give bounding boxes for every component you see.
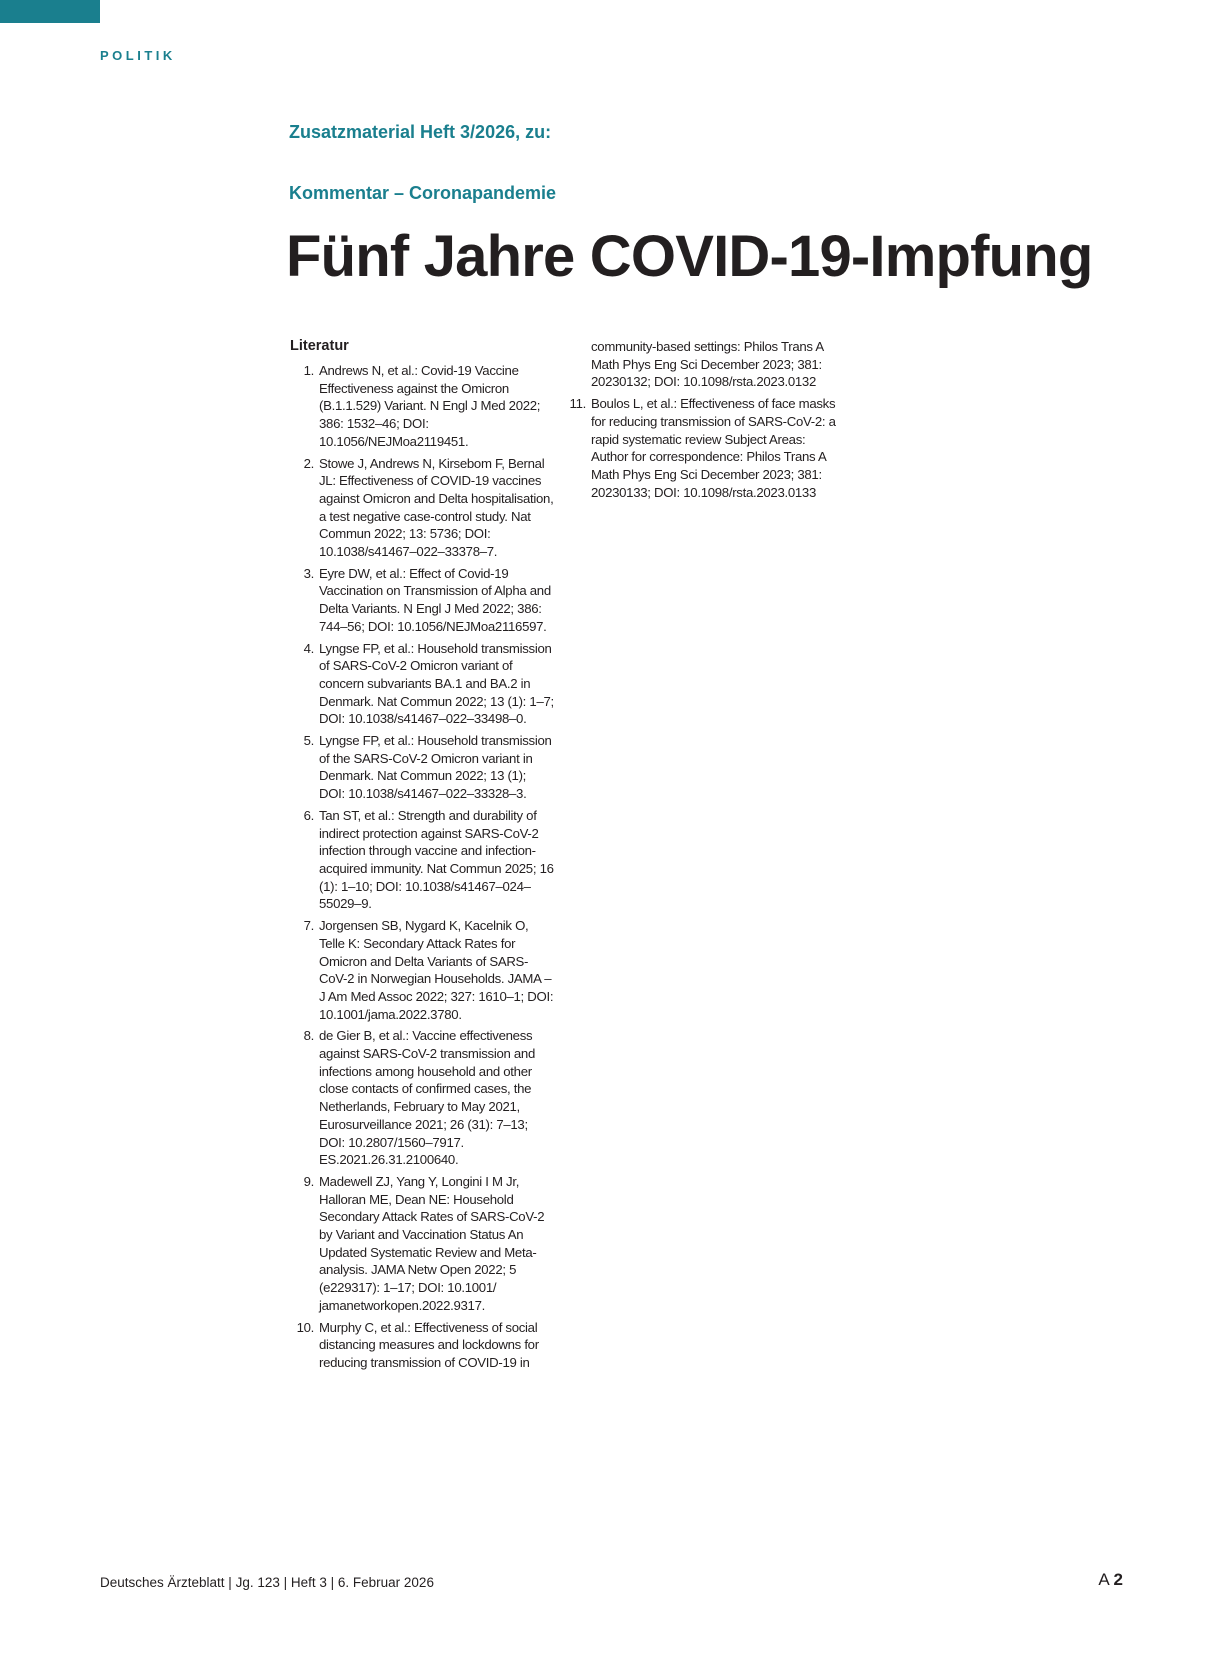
page-title: Fünf Jahre COVID-19-Impfung xyxy=(286,224,1093,289)
reference-item xyxy=(290,565,555,636)
footer-journal-info: Deutsches Ärzteblatt | Jg. 123 | Heft 3 | 6. Februar 2026 xyxy=(100,1575,434,1590)
reference-text: Jorgensen SB, Nygard K, Kacelnik O, Telle K: Secondary Attack Rates for Omicron and Delta Variants of SARS-CoV-2 in Norwegian Households. JAMA – J Am Med Assoc 2022; 327: 1610–1; DOI: 10.1001/jama.2022.3780. xyxy=(319,918,554,1022)
reference-number: 2. xyxy=(303,455,314,471)
reference-item xyxy=(562,395,844,501)
reference-item xyxy=(290,640,555,729)
reference-text: Stowe J, Andrews N, Kirsebom F, Bernal JL: Effectiveness of COVID-19 vaccines against Omicron and Delta hospitalisation, a test negative case-control study. Nat Commun 2022; 13: 5736; DOI: 10.1038/s41467–022–33378–7. xyxy=(319,455,554,560)
reference-number: 11. xyxy=(569,396,586,412)
reference-number: 7. xyxy=(303,918,314,934)
reference-number: 3. xyxy=(303,565,314,581)
reference-item xyxy=(290,1319,555,1372)
reference-text: Eyre DW, et al.: Effect of Covid-19 Vaccination on Transmission of Alpha and Delta Variants. N Engl J Med 2022; 386: 744–56; DOI: 10.1056/NEJMoa2116597. xyxy=(319,565,551,634)
references-heading: Literatur xyxy=(290,338,349,354)
reference-text: de Gier B, et al.: Vaccine effectiveness against SARS-CoV-2 transmission and infections among household and other close contacts of confirmed cases, the Netherlands, February to May 2021, Eurosurveillance 2021; 26 (31): 7–13; DOI: 10.2807/1560–7917. ES.2021.26.31.2100640. xyxy=(319,1028,535,1168)
reference-text: Murphy C, et al.: Effectiveness of social distancing measures and lockdowns for reducing transmission of COVID-19 in xyxy=(319,1319,539,1370)
reference-number: 10. xyxy=(296,1319,314,1335)
reference-number: 8. xyxy=(303,1028,314,1044)
page-prefix: A xyxy=(1098,1570,1109,1589)
reference-item xyxy=(290,362,555,451)
reference-text: Boulos L, et al.: Effectiveness of face masks for reducing transmission of SARS-CoV-2: a rapid systematic review Subject Areas: Author for correspondence: Philos Trans A Math Phys Eng Sci December 2023; 381: 20230133; DOI: 10.1098/rsta.2023.0133 xyxy=(591,396,836,500)
reference-item xyxy=(290,1173,555,1315)
reference-text: Tan ST, et al.: Strength and durability of indirect protection against SARS-CoV-2 infection through vaccine and infection-acquired immunity. Nat Commun 2025; 16 (1): 1–10; DOI: 10.1038/s41467–024–55029–9. xyxy=(319,807,554,912)
section-label: POLITIK xyxy=(100,48,176,63)
page-number xyxy=(1098,1570,1123,1590)
supplement-line: Zusatzmaterial Heft 3/2026, zu: xyxy=(289,122,552,142)
reference-text: Madewell ZJ, Yang Y, Longini I M Jr, Halloran ME, Dean NE: Household Secondary Attack Rates of SARS-CoV-2 by Variant and Vaccination Status An Updated Systematic Review and Meta-analysis. JAMA Netw Open 2022; 5 (e229317): 1–17; DOI: 10.1001/ jamanetworkopen.2022.9317. xyxy=(319,1173,545,1313)
reference-text: Lyngse FP, et al.: Household transmission of the SARS-CoV-2 Omicron variant in Denmark. Nat Commun 2022; 13 (1); DOI: 10.1038/s41467–022–33328–3. xyxy=(319,733,552,802)
reference-number: 1. xyxy=(303,363,314,378)
page-number-value: 2 xyxy=(1113,1570,1123,1589)
reference-item xyxy=(290,1027,555,1169)
reference-number: 4. xyxy=(303,640,314,656)
reference-number: 9. xyxy=(303,1173,314,1189)
references-column-left xyxy=(290,362,555,1376)
reference-continuation: community-based settings: Philos Trans A Math Phys Eng Sci December 2023; 381: 20230132; DOI: 10.1098/rsta.2023.0132 xyxy=(591,339,824,390)
corner-accent-bar xyxy=(0,0,100,23)
reference-number: 5. xyxy=(303,733,314,749)
reference-item xyxy=(290,455,555,561)
references-column-right xyxy=(562,338,844,505)
reference-number: 6. xyxy=(303,807,314,823)
article-rubric: Kommentar – Coronapandemie xyxy=(289,183,557,203)
reference-item xyxy=(290,807,555,913)
reference-item xyxy=(290,732,555,803)
reference-text: Andrews N, et al.: Covid-19 Vaccine Effectiveness against the Omicron (B.1.1.529) Variant. N Engl J Med 2022; 386: 1532–46; DOI: 10.1056/NEJMoa2119451. xyxy=(319,363,541,449)
reference-text: Lyngse FP, et al.: Household transmission of SARS-CoV-2 Omicron variant of concern subvariants BA.1 and BA.2 in Denmark. Nat Commun 2022; 13 (1): 1–7; DOI: 10.1038/s41467–022–33498–0. xyxy=(319,640,554,727)
reference-item xyxy=(290,917,555,1023)
references-list-right xyxy=(562,395,844,501)
